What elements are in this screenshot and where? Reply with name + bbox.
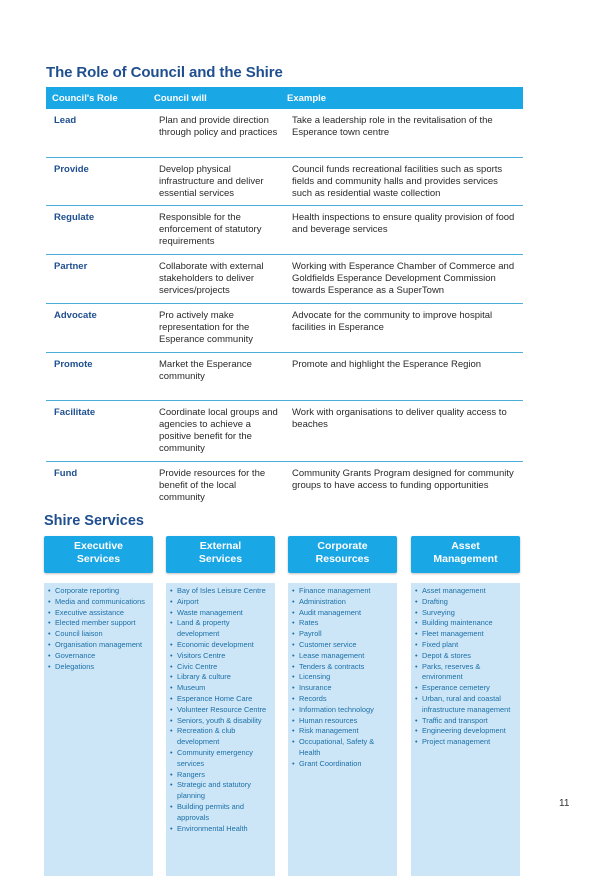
- table-row: [46, 158, 523, 206]
- council-will-cell: Pro actively make representation for the Esperance community: [159, 310, 253, 345]
- table-row: [46, 109, 523, 158]
- list-item: • Executive assistance: [48, 608, 150, 619]
- service-heading: External Services: [166, 536, 275, 573]
- council-will-cell: Responsible for the enforcement of statutory requirements: [159, 212, 262, 247]
- example-cell: Working with Esperance Chamber of Commerce and Goldfields Esperance Development Commission towards Esperance as a SuperTown: [292, 261, 515, 296]
- service-heading: Corporate Resources: [288, 536, 397, 573]
- list-item: • Rates: [292, 618, 394, 629]
- table-row: [46, 401, 523, 462]
- list-item: • Recreation & club development: [170, 726, 272, 748]
- list-item: • Finance management: [292, 586, 394, 597]
- list-item: • Building permits and approvals: [170, 802, 272, 824]
- role-cell: Fund: [54, 468, 78, 479]
- list-item: • Organisation management: [48, 640, 150, 651]
- header-role: Council's Role: [52, 93, 118, 104]
- list-item: • Asset management: [415, 586, 517, 597]
- council-will-cell: Market the Esperance community: [159, 359, 252, 382]
- role-cell: Lead: [54, 115, 77, 126]
- list-item: • Urban, rural and coastal infrastructure management: [415, 694, 517, 716]
- list-item: • Project management: [415, 737, 517, 748]
- list-item: • Bay of Isles Leisure Centre: [170, 586, 272, 597]
- role-cell: Advocate: [54, 310, 97, 321]
- service-heading: Executive Services: [44, 536, 153, 573]
- list-item: • Seniors, youth & disability: [170, 716, 272, 727]
- table-row: [46, 462, 523, 508]
- list-item: • Drafting: [415, 597, 517, 608]
- list-item: • Museum: [170, 683, 272, 694]
- list-item: • Council liaison: [48, 629, 150, 640]
- list-item: • Environmental Health: [170, 824, 272, 835]
- service-column-asset: [411, 536, 520, 747]
- example-cell: Promote and highlight the Esperance Region: [292, 359, 482, 370]
- council-will-cell: Plan and provide direction through policy and practices: [159, 115, 278, 138]
- list-item: • Corporate reporting: [48, 586, 150, 597]
- list-item: • Elected member support: [48, 618, 150, 629]
- service-column-executive: [44, 536, 153, 671]
- council-will-cell: Collaborate with external stakeholders to deliver services/projects: [159, 261, 264, 296]
- list-item: • Human resources: [292, 716, 394, 727]
- role-cell: Facilitate: [54, 407, 96, 418]
- example-cell: Council funds recreational facilities such as sports fields and community halls and provides services such as residential waste collection: [292, 164, 503, 199]
- list-item: • Audit management: [292, 608, 394, 619]
- list-item: • Esperance Home Care: [170, 694, 272, 705]
- list-item: • Records: [292, 694, 394, 705]
- header-example: Example: [287, 93, 327, 104]
- list-item: • Visitors Centre: [170, 651, 272, 662]
- service-list-panel: [166, 583, 275, 876]
- role-cell: Regulate: [54, 212, 95, 223]
- service-heading: Asset Management: [411, 536, 520, 573]
- list-item: • Risk management: [292, 726, 394, 737]
- list-item: • Lease management: [292, 651, 394, 662]
- header-council-will: Council will: [154, 93, 207, 104]
- example-cell: Work with organisations to deliver quality access to beaches: [292, 407, 507, 430]
- service-column-corporate: [288, 536, 397, 768]
- role-cell: Provide: [54, 164, 89, 175]
- service-list: [411, 583, 520, 748]
- list-item: • Traffic and transport: [415, 716, 517, 727]
- council-will-cell: Provide resources for the benefit of the local community: [159, 468, 266, 503]
- list-item: • Depot & stores: [415, 651, 517, 662]
- table-row: [46, 255, 523, 304]
- table-row: [46, 353, 523, 401]
- list-item: • Land & property development: [170, 618, 272, 640]
- list-item: • Fleet management: [415, 629, 517, 640]
- service-list: [44, 583, 153, 672]
- service-list-panel: [411, 583, 520, 876]
- role-cell: Promote: [54, 359, 93, 370]
- list-item: • Rangers: [170, 770, 272, 781]
- list-item: • Building maintenance: [415, 618, 517, 629]
- list-item: • Parks, reserves & environment: [415, 662, 517, 684]
- list-item: • Grant Coordination: [292, 759, 394, 770]
- role-cell: Partner: [54, 261, 88, 272]
- council-will-cell: Develop physical infrastructure and deliver essential services: [159, 164, 264, 199]
- list-item: • Payroll: [292, 629, 394, 640]
- table-row: [46, 206, 523, 255]
- list-item: • Information technology: [292, 705, 394, 716]
- service-list-panel: [288, 583, 397, 876]
- list-item: • Economic development: [170, 640, 272, 651]
- list-item: • Airport: [170, 597, 272, 608]
- list-item: • Governance: [48, 651, 150, 662]
- list-item: • Media and communications: [48, 597, 150, 608]
- list-item: • Tenders & contracts: [292, 662, 394, 673]
- list-item: • Library & culture: [170, 672, 272, 683]
- table-header: [46, 87, 523, 109]
- service-list-panel: [44, 583, 153, 876]
- list-item: • Administration: [292, 597, 394, 608]
- list-item: • Waste management: [170, 608, 272, 619]
- list-item: • Engineering development: [415, 726, 517, 737]
- list-item: • Surveying: [415, 608, 517, 619]
- service-column-external: [166, 536, 275, 833]
- example-cell: Advocate for the community to improve hospital facilities in Esperance: [292, 310, 493, 333]
- list-item: • Occupational, Safety & Health: [292, 737, 394, 759]
- list-item: • Civic Centre: [170, 662, 272, 673]
- example-cell: Take a leadership role in the revitalisation of the Esperance town centre: [292, 115, 493, 138]
- table-row: [46, 304, 523, 353]
- list-item: • Insurance: [292, 683, 394, 694]
- section-title: Shire Services: [44, 513, 144, 529]
- list-item: • Fixed plant: [415, 640, 517, 651]
- page-title: The Role of Council and the Shire: [46, 64, 283, 81]
- service-list: [288, 583, 397, 770]
- list-item: • Licensing: [292, 672, 394, 683]
- list-item: • Delegations: [48, 662, 150, 673]
- example-cell: Health inspections to ensure quality provision of food and beverage services: [292, 212, 515, 235]
- list-item: • Customer service: [292, 640, 394, 651]
- service-list: [166, 583, 275, 834]
- list-item: • Community emergency services: [170, 748, 272, 770]
- list-item: • Volunteer Resource Centre: [170, 705, 272, 716]
- example-cell: Community Grants Program designed for community groups to have access to funding opportunities: [292, 468, 514, 491]
- list-item: • Strategic and statutory planning: [170, 780, 272, 802]
- council-will-cell: Coordinate local groups and agencies to achieve a positive benefit for the community: [159, 407, 278, 454]
- list-item: • Esperance cemetery: [415, 683, 517, 694]
- page-number: 11: [559, 798, 570, 809]
